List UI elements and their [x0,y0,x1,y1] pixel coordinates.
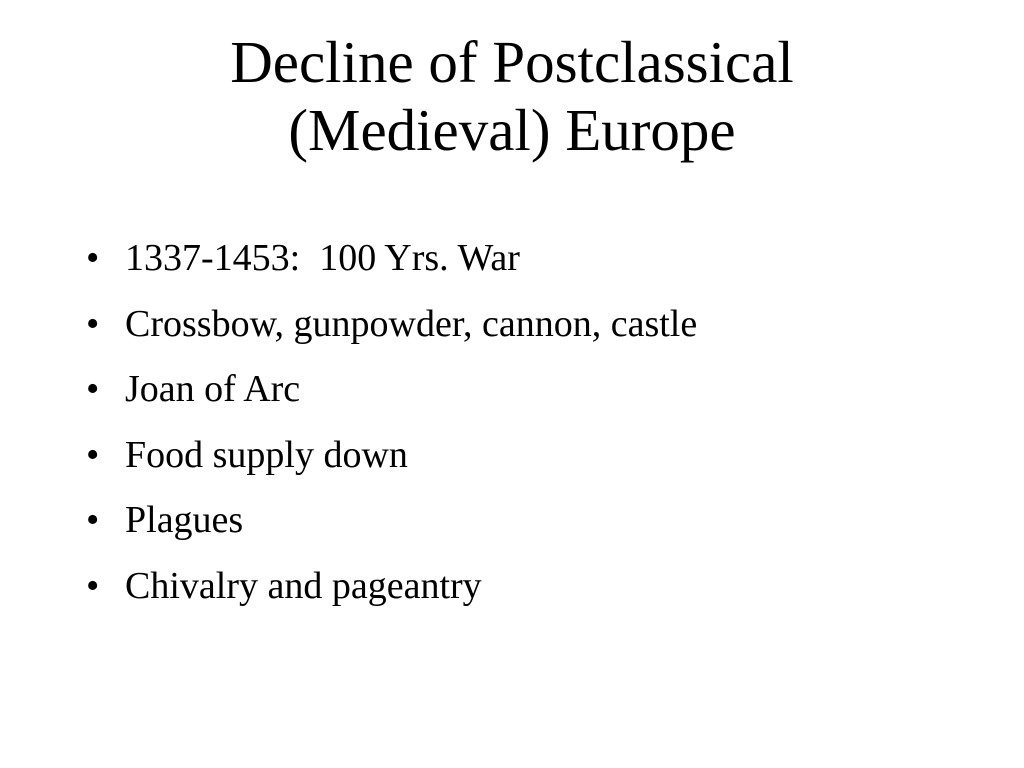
bullet-marker: • [86,564,100,607]
bullet-marker: • [86,302,100,345]
bullet-marker: • [86,237,100,279]
title-line-2: (Medieval) Europe [288,97,736,163]
title-line-1: Decline of Postclassical [230,29,794,95]
list-item [86,298,986,364]
bullet-list [86,232,986,625]
slide-title [0,28,1024,164]
bullet-marker: • [86,433,100,476]
bullet-marker: • [86,368,100,410]
bullet-text: Joan of Arc [125,368,301,410]
bullet-marker: • [86,499,100,541]
list-item [86,494,986,560]
list-item [86,560,986,626]
list-item [86,363,986,429]
bullet-text: Chivalry and pageantry [125,564,482,607]
bullet-text: 1337-1453: 100 Yrs. War [125,237,520,279]
bullet-text: Food supply down [125,433,408,476]
list-item [86,232,986,298]
bullet-text: Crossbow, gunpowder, cannon, castle [125,302,698,345]
list-item [86,429,986,495]
bullet-text: Plagues [125,499,244,541]
